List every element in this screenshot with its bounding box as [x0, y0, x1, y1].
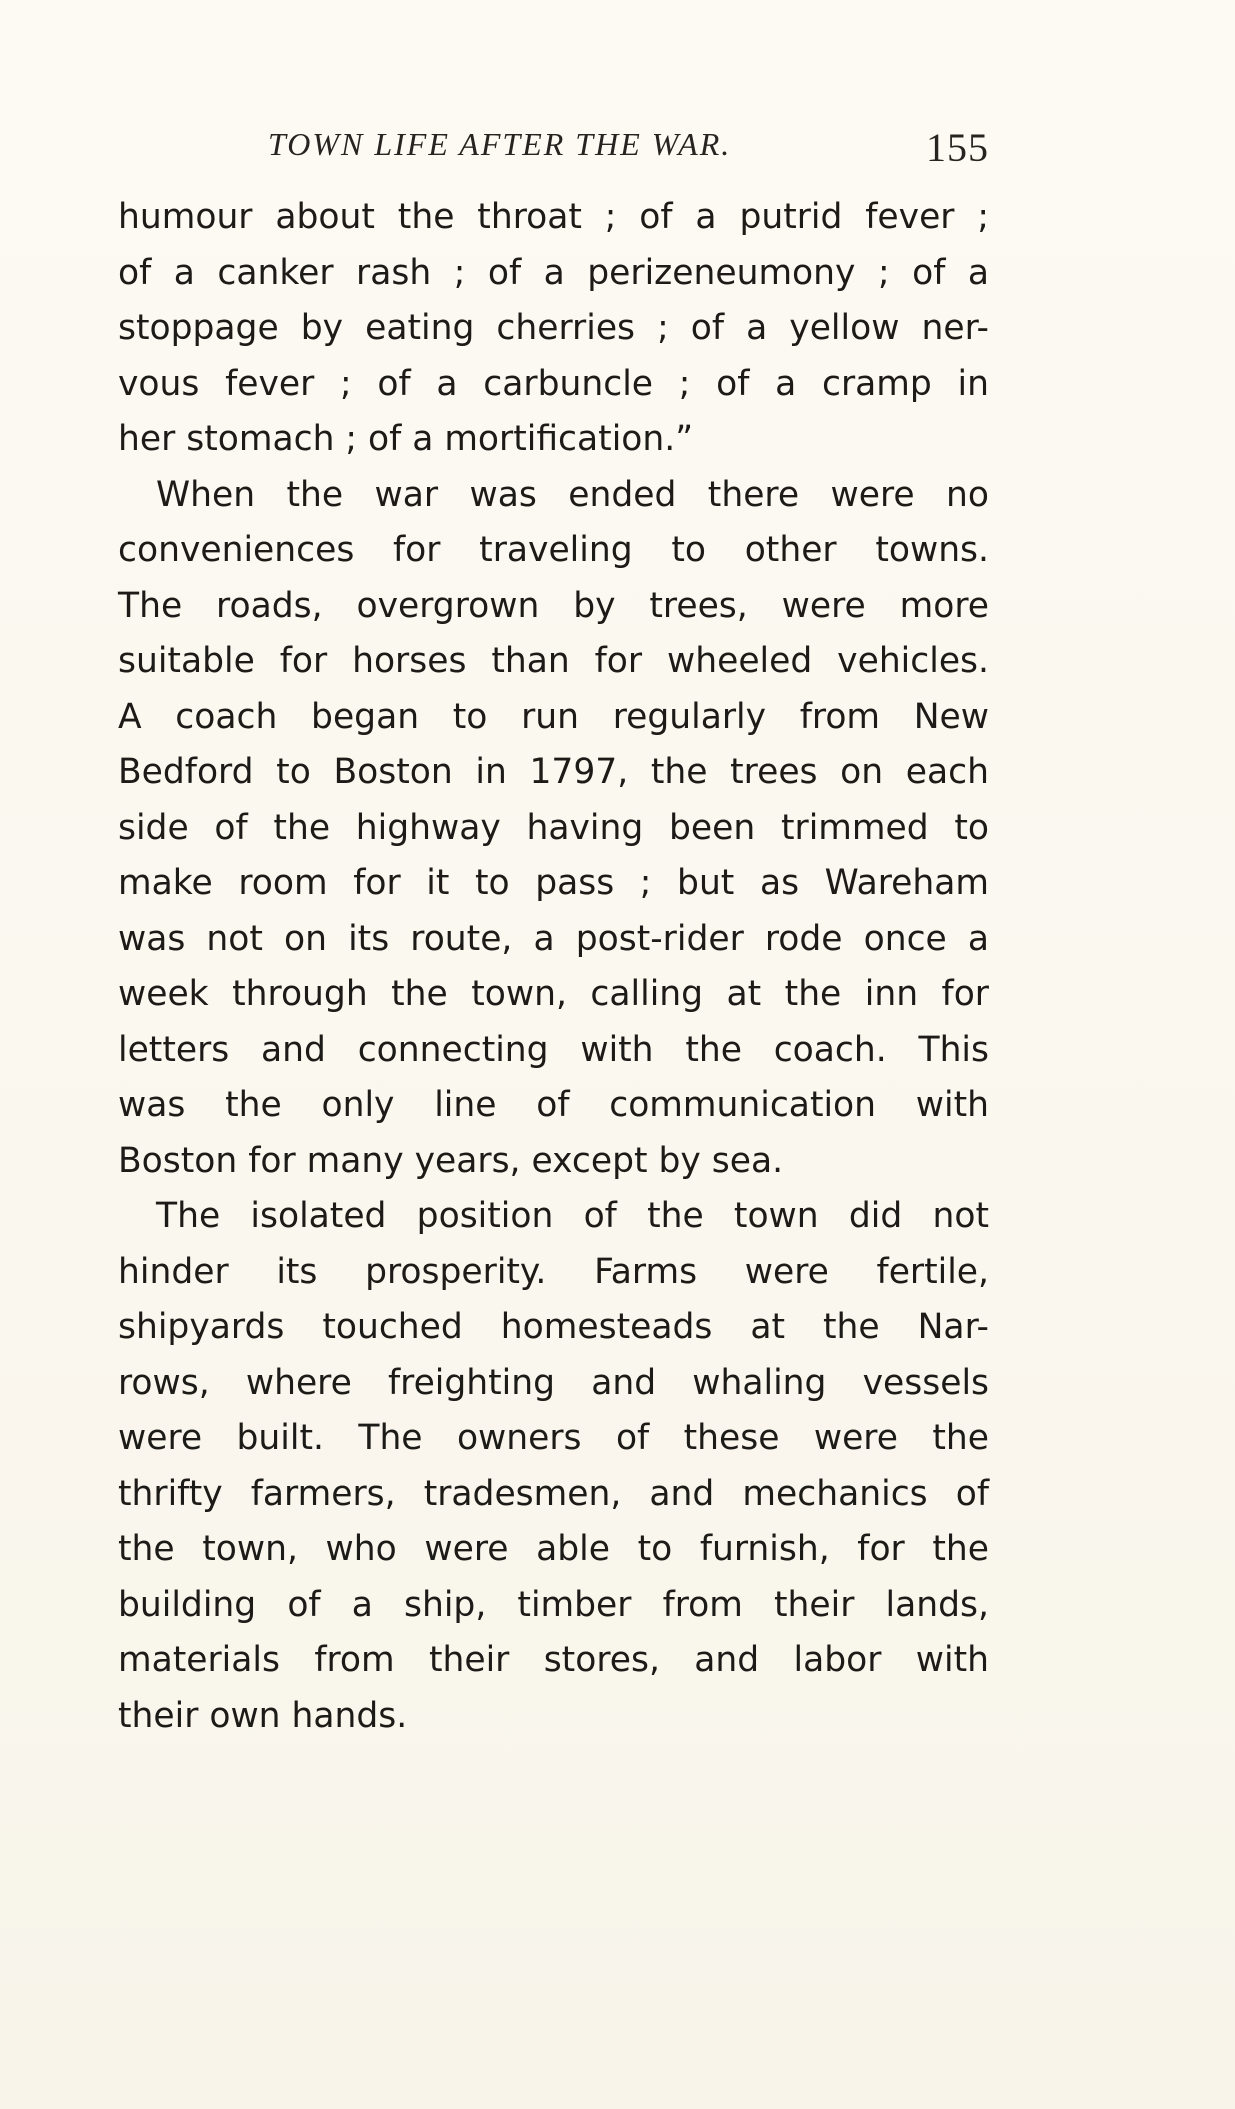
text-line: was not on its route, a post-rider rode once a — [118, 918, 989, 959]
paragraph — [118, 190, 989, 468]
text-line: stoppage by eating cherries ; of a yellow ner- — [118, 308, 989, 348]
text-line: week through the town, calling at the inn for — [118, 974, 989, 1014]
text-line: conveniences for traveling to other towns. — [118, 530, 989, 570]
text-line: was the only line of communication with — [118, 1085, 989, 1125]
body-text — [118, 190, 989, 1744]
text-line: Boston for many years, except by sea. — [118, 1140, 784, 1181]
text-line: side of the highway having been trimmed to — [118, 807, 989, 848]
running-head — [118, 118, 989, 170]
paragraph — [118, 468, 989, 1190]
text-line: shipyards touched homesteads at the Nar- — [118, 1307, 989, 1347]
text-line: the town, who were able to furnish, for the — [118, 1529, 989, 1569]
text-line: A coach began to run regularly from New — [118, 696, 989, 737]
text-line: thrifty farmers, tradesmen, and mechanics of — [118, 1473, 989, 1514]
text-line: Bedford to Boston in 1797, the trees on each — [118, 752, 989, 792]
text-line: The roads, overgrown by trees, were more — [118, 585, 989, 626]
text-line: hinder its prosperity. Farms were fertile, — [118, 1251, 989, 1292]
running-head-title: TOWN LIFE AFTER THE WAR. — [268, 126, 732, 162]
text-line: rows, where freighting and whaling vessels — [118, 1362, 989, 1403]
text-line: materials from their stores, and labor with — [118, 1640, 989, 1680]
page-number: 155 — [926, 125, 989, 170]
text-line: make room for it to pass ; but as Wareham — [118, 863, 989, 903]
text-line: were built. The owners of these were the — [118, 1418, 989, 1458]
paragraph — [118, 1189, 989, 1744]
text-line: vous fever ; of a carbuncle ; of a cramp in — [118, 363, 989, 404]
text-line: building of a ship, timber from their lands, — [118, 1584, 989, 1625]
text-line: her stomach ; of a mortification.” — [118, 419, 694, 459]
text-line: of a canker rash ; of a perizeneumony ; of a — [118, 252, 989, 293]
text-line: When the war was ended there were no — [156, 474, 989, 515]
text-line: suitable for horses than for wheeled vehicles. — [118, 641, 989, 681]
text-line: letters and connecting with the coach. This — [118, 1029, 989, 1070]
text-line: humour about the throat ; of a putrid fever ; — [118, 197, 989, 237]
text-line: their own hands. — [118, 1695, 408, 1736]
text-line: The isolated position of the town did not — [156, 1196, 989, 1236]
